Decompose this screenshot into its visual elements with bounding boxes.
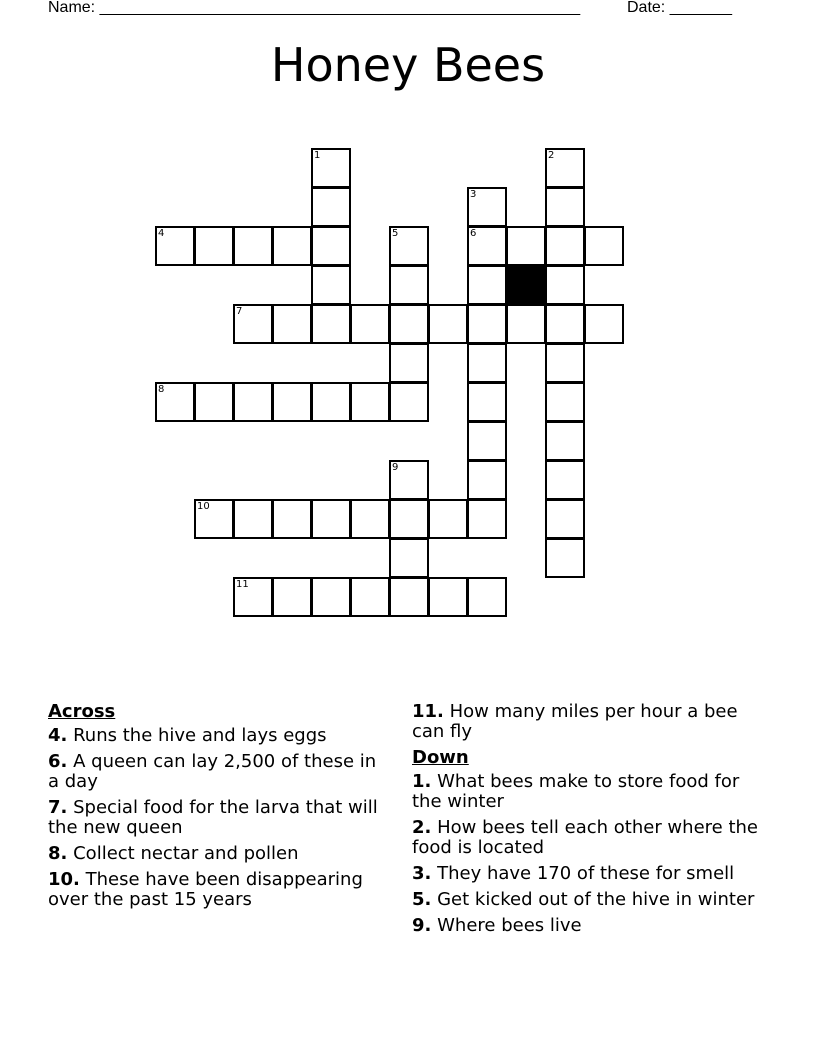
crossword-cell[interactable] xyxy=(545,148,585,188)
clue-number: 11 xyxy=(236,579,249,590)
clue-number: 3 xyxy=(470,189,477,200)
crossword-cell[interactable] xyxy=(506,226,546,266)
crossword-cell[interactable] xyxy=(545,226,585,266)
crossword-cell[interactable] xyxy=(545,343,585,383)
crossword-cell[interactable] xyxy=(467,499,507,539)
clue-across-4: 4. Runs the hive and lays eggs xyxy=(48,725,327,746)
crossword-cell[interactable] xyxy=(428,499,468,539)
crossword-cell[interactable] xyxy=(311,499,351,539)
crossword-cell[interactable] xyxy=(584,226,624,266)
crossword-cell[interactable] xyxy=(389,382,429,422)
clue-down-1: 1. What bees make to store food for the winter xyxy=(412,771,740,812)
clue-number: 5 xyxy=(392,228,399,239)
crossword-cell[interactable] xyxy=(311,304,351,344)
crossword-cell[interactable] xyxy=(233,382,273,422)
name-field[interactable]: Name: ______________________________________________________ xyxy=(48,0,581,16)
date-field[interactable]: Date: _______ xyxy=(627,0,732,16)
crossword-cell[interactable] xyxy=(311,265,351,305)
crossword-cell[interactable] xyxy=(350,304,390,344)
crossword-cell[interactable] xyxy=(506,304,546,344)
crossword-cell[interactable] xyxy=(155,382,195,422)
crossword-block-cell xyxy=(506,265,546,305)
crossword-cell[interactable] xyxy=(272,226,312,266)
clue-across-11: 11. How many miles per hour a bee can fly xyxy=(412,701,738,742)
crossword-cell[interactable] xyxy=(545,382,585,422)
crossword-cell[interactable] xyxy=(428,577,468,617)
crossword-cell[interactable] xyxy=(311,148,351,188)
clue-down-5: 5. Get kicked out of the hive in winter xyxy=(412,889,755,910)
clue-number: 4 xyxy=(158,228,165,239)
clue-number: 9 xyxy=(392,462,399,473)
crossword-cell[interactable] xyxy=(311,226,351,266)
crossword-cell[interactable] xyxy=(233,577,273,617)
crossword-cell[interactable] xyxy=(389,226,429,266)
across-heading: Across xyxy=(48,701,116,722)
crossword-cell[interactable] xyxy=(545,499,585,539)
crossword-cell[interactable] xyxy=(272,577,312,617)
crossword-cell[interactable] xyxy=(194,499,234,539)
crossword-cell[interactable] xyxy=(389,538,429,578)
crossword-cell[interactable] xyxy=(467,226,507,266)
clue-number: 8 xyxy=(158,384,165,395)
crossword-cell[interactable] xyxy=(389,499,429,539)
crossword-cell[interactable] xyxy=(467,382,507,422)
crossword-cell[interactable] xyxy=(545,538,585,578)
crossword-cell[interactable] xyxy=(233,226,273,266)
clues-column-left xyxy=(48,702,383,916)
crossword-cell[interactable] xyxy=(350,382,390,422)
crossword-cell[interactable] xyxy=(194,382,234,422)
crossword-cell[interactable] xyxy=(467,265,507,305)
crossword-cell[interactable] xyxy=(350,499,390,539)
crossword-cell[interactable] xyxy=(311,577,351,617)
crossword-cell[interactable] xyxy=(272,304,312,344)
crossword-cell[interactable] xyxy=(389,577,429,617)
clue-number: 10 xyxy=(197,501,210,512)
crossword-cell[interactable] xyxy=(272,382,312,422)
clue-down-2: 2. How bees tell each other where the food is located xyxy=(412,817,758,858)
clue-number: 1 xyxy=(314,150,321,161)
crossword-cell[interactable] xyxy=(194,226,234,266)
crossword-cell[interactable] xyxy=(545,187,585,227)
crossword-cell[interactable] xyxy=(389,460,429,500)
clue-across-10: 10. These have been disappearing over the past 15 years xyxy=(48,869,363,910)
clue-number: 2 xyxy=(548,150,555,161)
down-heading: Down xyxy=(412,747,469,768)
crossword-cell[interactable] xyxy=(233,304,273,344)
crossword-cell[interactable] xyxy=(467,577,507,617)
clue-down-3: 3. They have 170 of these for smell xyxy=(412,863,735,884)
crossword-cell[interactable] xyxy=(467,187,507,227)
clue-number: 6 xyxy=(470,228,477,239)
clues-column-right xyxy=(412,702,762,942)
crossword-cell[interactable] xyxy=(311,187,351,227)
crossword-cell[interactable] xyxy=(233,499,273,539)
crossword-cell[interactable] xyxy=(584,304,624,344)
crossword-cell[interactable] xyxy=(311,382,351,422)
crossword-cell[interactable] xyxy=(467,460,507,500)
crossword-cell[interactable] xyxy=(272,499,312,539)
clue-down-9: 9. Where bees live xyxy=(412,915,582,936)
clue-across-7: 7. Special food for the larva that will the new queen xyxy=(48,797,378,838)
clue-across-8: 8. Collect nectar and pollen xyxy=(48,843,299,864)
crossword-cell[interactable] xyxy=(545,460,585,500)
crossword-cell[interactable] xyxy=(155,226,195,266)
crossword-cell[interactable] xyxy=(467,304,507,344)
crossword-cell[interactable] xyxy=(467,421,507,461)
crossword-cell[interactable] xyxy=(389,265,429,305)
page-title: Honey Bees xyxy=(270,38,546,92)
crossword-cell[interactable] xyxy=(545,421,585,461)
clue-number: 7 xyxy=(236,306,243,317)
crossword-cell[interactable] xyxy=(389,304,429,344)
crossword-cell[interactable] xyxy=(350,577,390,617)
crossword-cell[interactable] xyxy=(545,265,585,305)
crossword-cell[interactable] xyxy=(545,304,585,344)
crossword-cell[interactable] xyxy=(428,304,468,344)
crossword-cell[interactable] xyxy=(389,343,429,383)
crossword-cell[interactable] xyxy=(467,343,507,383)
clue-across-6: 6. A queen can lay 2,500 of these in a day xyxy=(48,751,377,792)
